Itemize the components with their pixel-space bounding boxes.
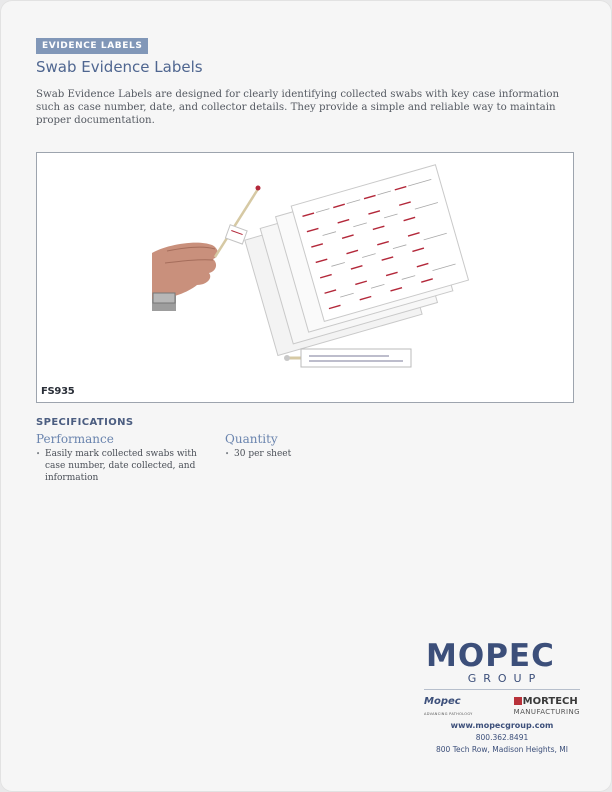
page-title: Swab Evidence Labels: [36, 58, 203, 76]
mopec-brand-tagline: ADVANCING PATHOLOGY: [424, 712, 473, 716]
mopec-group-logo: MOPEC: [426, 638, 555, 674]
label-sheets: [239, 165, 474, 356]
product-description: Swab Evidence Labels are designed for clearly identifying collected swabs with key case information such as case number, date, and collector details. They provide a simple and reliable way to maintain proper documentation.: [36, 89, 560, 126]
performance-column: [36, 432, 201, 484]
company-footer: [424, 640, 580, 754]
mortech-square-icon: [514, 697, 522, 705]
performance-list: [36, 448, 201, 484]
mortech-brand-name: MORTECH: [522, 696, 578, 707]
wristwatch: [153, 293, 175, 303]
footer-divider: [424, 689, 580, 690]
contact-info: [424, 721, 580, 754]
quantity-item: • 30 per sheet: [225, 448, 355, 460]
packaged-swab: [284, 349, 411, 367]
package-sleeve: [301, 349, 411, 367]
quantity-title: Quantity: [225, 432, 278, 446]
performance-title: Performance: [36, 432, 114, 446]
specifications-heading: SPECIFICATIONS: [36, 417, 134, 428]
package-tip: [284, 355, 290, 361]
performance-item: • Easily mark collected swabs with case number, date collected, and information: [36, 448, 201, 484]
brand-logos: [424, 696, 580, 718]
hand: [152, 243, 218, 299]
product-photo: [36, 152, 574, 403]
swab-label: [225, 225, 247, 244]
label-sheet: [291, 165, 468, 322]
quantity-list: [225, 448, 355, 460]
category-tag: EVIDENCE LABELS: [36, 38, 148, 54]
product-illustration: [37, 153, 573, 402]
swab-tip: [256, 186, 261, 191]
website-link[interactable]: www.mopecgroup.com: [450, 721, 554, 730]
mopec-group-logo-sub: GROUP: [467, 672, 543, 685]
mortech-brand-logo: [514, 696, 580, 718]
part-number: FS935: [41, 386, 75, 397]
address: 800 Tech Row, Madison Heights, MI: [436, 745, 568, 754]
mortech-brand-tagline: MANUFACTURING: [513, 708, 580, 716]
mopec-brand-logo: [424, 696, 473, 720]
quantity-column: [225, 432, 355, 460]
mopec-brand-name: Mopec: [424, 696, 461, 707]
phone-number: 800.362.8491: [475, 733, 529, 742]
